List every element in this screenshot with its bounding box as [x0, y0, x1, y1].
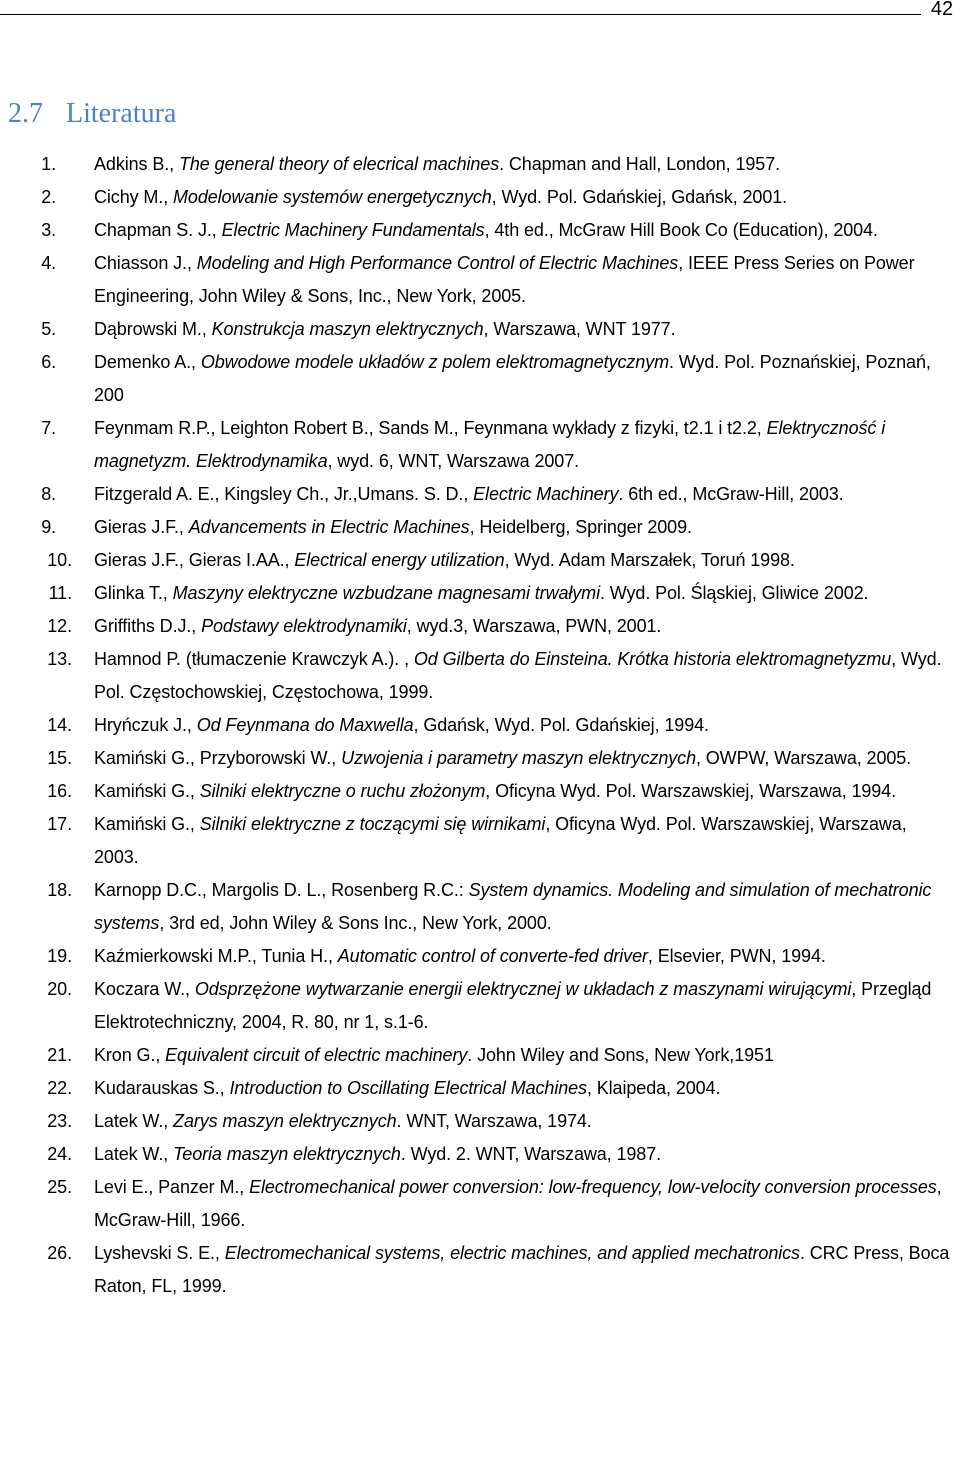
- reference-item: [0, 247, 960, 313]
- reference-text: Fitzgerald A. E., Kingsley Ch., Jr.,Umans. S. D.,: [94, 484, 474, 504]
- reference-title: Teoria maszyn elektrycznych: [173, 1144, 401, 1164]
- reference-text: Kron G.,: [94, 1045, 166, 1065]
- reference-text: Levi E., Panzer M.,: [94, 1177, 250, 1197]
- reference-text: Kamiński G.,: [94, 781, 200, 801]
- reference-title: Advancements in Electric Machines: [188, 517, 470, 537]
- reference-title: Od Feynmana do Maxwella: [196, 715, 414, 735]
- reference-title: System dynamics. Modeling and simulation of mechatronic systems: [94, 880, 932, 933]
- reference-title: Electromechanical power conversion: low-frequency, low-velocity conversion processes: [249, 1177, 937, 1197]
- reference-item: [0, 1039, 960, 1072]
- reference-text: , McGraw-Hill, 1966.: [94, 1177, 942, 1230]
- reference-title: Od Gilberta do Einsteina. Krótka historia elektromagnetyzmu: [413, 649, 892, 669]
- reference-item: [0, 148, 960, 181]
- reference-item: [0, 874, 960, 940]
- reference-number: 23.: [47, 1111, 72, 1131]
- reference-number: 7.: [41, 418, 56, 438]
- reference-item: [0, 1171, 960, 1237]
- reference-item: [0, 478, 960, 511]
- reference-item: [0, 973, 960, 1039]
- reference-number: 10.: [47, 550, 72, 570]
- reference-number: 8.: [41, 484, 56, 504]
- reference-text: , 3rd ed, John Wiley & Sons Inc., New York, 2000.: [159, 913, 552, 933]
- reference-number: 18.: [47, 880, 72, 900]
- reference-item: [0, 346, 960, 412]
- reference-item: [0, 577, 960, 610]
- reference-text: Lyshevski S. E.,: [94, 1243, 225, 1263]
- reference-text: Latek W.,: [94, 1111, 174, 1131]
- reference-item: [0, 412, 960, 478]
- reference-number: 15.: [47, 748, 72, 768]
- reference-number: 25.: [47, 1177, 72, 1197]
- reference-text: , Wyd. Adam Marszałek, Toruń 1998.: [504, 550, 795, 570]
- reference-item: [0, 808, 960, 874]
- reference-number: 26.: [47, 1243, 72, 1263]
- reference-item: [0, 742, 960, 775]
- reference-item: [0, 775, 960, 808]
- reference-item: [0, 214, 960, 247]
- reference-text: . WNT, Warszawa, 1974.: [396, 1111, 592, 1131]
- reference-item: [0, 511, 960, 544]
- reference-text: , Oficyna Wyd. Pol. Warszawskiej, Warszawa, 1994.: [485, 781, 896, 801]
- reference-text: Koczara W.,: [94, 979, 195, 999]
- reference-text: . Wyd. 2. WNT, Warszawa, 1987.: [400, 1144, 662, 1164]
- reference-item: [0, 1237, 960, 1303]
- reference-text: Adkins B.,: [94, 154, 179, 174]
- reference-number: 1.: [41, 154, 56, 174]
- reference-title: Odsprzężone wytwarzanie energii elektrycznej w układach z maszynami wirującymi: [194, 979, 852, 999]
- reference-item: [0, 1105, 960, 1138]
- reference-text: Kamiński G., Przyborowski W.,: [94, 748, 342, 768]
- reference-title: Electric Machinery Fundamentals: [221, 220, 485, 240]
- reference-text: Gieras J.F., Gieras I.AA.,: [94, 550, 295, 570]
- reference-text: Hryńczuk J.,: [94, 715, 197, 735]
- reference-number: 5.: [41, 319, 56, 339]
- reference-title: Zarys maszyn elektrycznych: [173, 1111, 397, 1131]
- reference-number: 22.: [47, 1078, 72, 1098]
- reference-text: Dąbrowski M.,: [94, 319, 212, 339]
- section-number: 2.7: [8, 98, 43, 129]
- reference-title: Uzwojenia i parametry maszyn elektrycznych: [341, 748, 696, 768]
- reference-text: Griffiths D.J.,: [94, 616, 202, 636]
- reference-number: 11.: [48, 583, 72, 603]
- reference-number: 17.: [47, 814, 72, 834]
- section-title: Literatura: [66, 98, 177, 129]
- reference-number: 14.: [47, 715, 72, 735]
- reference-text: , wyd. 6, WNT, Warszawa 2007.: [327, 451, 580, 471]
- reference-text: , Przegląd Elektrotechniczny, 2004, R. 80, nr 1, s.1-6.: [94, 979, 932, 1032]
- reference-number: 13.: [47, 649, 72, 669]
- reference-title: Obwodowe modele układów z polem elektromagnetycznym: [200, 352, 669, 372]
- reference-text: , Klaipeda, 2004.: [586, 1078, 721, 1098]
- reference-title: Elektryczność i magnetyzm. Elektrodynamika: [94, 418, 886, 471]
- reference-title: Electrical energy utilization: [294, 550, 505, 570]
- reference-item: [0, 709, 960, 742]
- reference-title: Podstawy elektrodynamiki: [201, 616, 407, 636]
- reference-text: , OWPW, Warszawa, 2005.: [695, 748, 912, 768]
- reference-text: Gieras J.F.,: [94, 517, 189, 537]
- reference-text: . John Wiley and Sons, New York,1951: [467, 1045, 774, 1065]
- reference-text: . Chapman and Hall, London, 1957.: [499, 154, 781, 174]
- reference-text: Kudarauskas S.,: [94, 1078, 230, 1098]
- reference-title: Electromechanical systems, electric machines, and applied mechatronics: [224, 1243, 800, 1263]
- reference-text: Kamiński G.,: [94, 814, 200, 834]
- reference-item: [0, 544, 960, 577]
- reference-text: . 6th ed., McGraw-Hill, 2003.: [618, 484, 844, 504]
- reference-text: Chiasson J.,: [94, 253, 197, 273]
- reference-text: . Wyd. Pol. Poznańskiej, Poznań, 200: [94, 352, 931, 405]
- reference-number: 19.: [47, 946, 72, 966]
- reference-title: Equivalent circuit of electric machinery: [165, 1045, 468, 1065]
- reference-number: 20.: [47, 979, 72, 999]
- reference-text: Kaźmierkowski M.P., Tunia H.,: [94, 946, 338, 966]
- reference-number: 12.: [47, 616, 72, 636]
- reference-text: , Oficyna Wyd. Pol. Warszawskiej, Warszawa, 2003.: [94, 814, 907, 867]
- reference-text: , 4th ed., McGraw Hill Book Co (Education), 2004.: [484, 220, 878, 240]
- reference-title: Automatic control of converte-fed driver: [337, 946, 648, 966]
- reference-title: Introduction to Oscillating Electrical Machines: [229, 1078, 587, 1098]
- reference-item: [0, 1072, 960, 1105]
- reference-title: Electric Machinery: [473, 484, 619, 504]
- reference-title: Silniki elektryczne o ruchu złożonym: [199, 781, 486, 801]
- reference-text: , Warszawa, WNT 1977.: [483, 319, 676, 339]
- reference-item: [0, 181, 960, 214]
- reference-number: 3.: [41, 220, 56, 240]
- reference-number: 9.: [41, 517, 56, 537]
- reference-text: . CRC Press, Boca Raton, FL, 1999.: [94, 1243, 950, 1296]
- reference-text: Chapman S. J.,: [94, 220, 222, 240]
- reference-number: 24.: [47, 1144, 72, 1164]
- reference-text: Karnopp D.C., Margolis D. L., Rosenberg R.C.:: [94, 880, 469, 900]
- reference-text: , Wyd. Pol. Częstochowskiej, Częstochowa, 1999.: [94, 649, 942, 702]
- reference-text: . Wyd. Pol. Śląskiej, Gliwice 2002.: [599, 583, 869, 603]
- reference-text: , Gdańsk, Wyd. Pol. Gdańskiej, 1994.: [413, 715, 709, 735]
- reference-text: , Wyd. Pol. Gdańskiej, Gdańsk, 2001.: [491, 187, 788, 207]
- reference-list: [0, 148, 960, 1303]
- reference-text: , Heidelberg, Springer 2009.: [469, 517, 692, 537]
- reference-title: Modelowanie systemów energetycznych: [173, 187, 492, 207]
- reference-title: The general theory of elecrical machines: [178, 154, 500, 174]
- reference-title: Konstrukcja maszyn elektrycznych: [211, 319, 484, 339]
- reference-number: 2.: [41, 187, 56, 207]
- reference-number: 4.: [41, 253, 56, 273]
- header-rule: [0, 14, 921, 15]
- reference-item: [0, 1138, 960, 1171]
- reference-text: , Elsevier, PWN, 1994.: [647, 946, 826, 966]
- reference-item: [0, 643, 960, 709]
- reference-text: Cichy M.,: [94, 187, 174, 207]
- reference-title: Modeling and High Performance Control of Electric Machines: [196, 253, 679, 273]
- section-heading: [8, 98, 176, 130]
- reference-text: Glinka T.,: [94, 583, 173, 603]
- reference-text: Latek W.,: [94, 1144, 174, 1164]
- page-number: 42: [930, 0, 954, 20]
- reference-text: Demenko A.,: [94, 352, 201, 372]
- reference-number: 16.: [47, 781, 72, 801]
- reference-text: , wyd.3, Warszawa, PWN, 2001.: [406, 616, 662, 636]
- reference-text: Hamnod P. (tłumaczenie Krawczyk A.). ,: [94, 649, 414, 669]
- reference-number: 6.: [41, 352, 56, 372]
- reference-item: [0, 940, 960, 973]
- reference-item: [0, 313, 960, 346]
- reference-item: [0, 610, 960, 643]
- reference-number: 21.: [47, 1045, 72, 1065]
- reference-title: Silniki elektryczne z toczącymi się wirnikami: [199, 814, 546, 834]
- reference-text: , IEEE Press Series on Power Engineering, John Wiley & Sons, Inc., New York, 2005.: [94, 253, 915, 306]
- reference-title: Maszyny elektryczne wzbudzane magnesami trwałymi: [172, 583, 600, 603]
- reference-text: Feynmam R.P., Leighton Robert B., Sands M., Feynmana wykłady z fizyki, t2.1 i t2.2,: [94, 418, 767, 438]
